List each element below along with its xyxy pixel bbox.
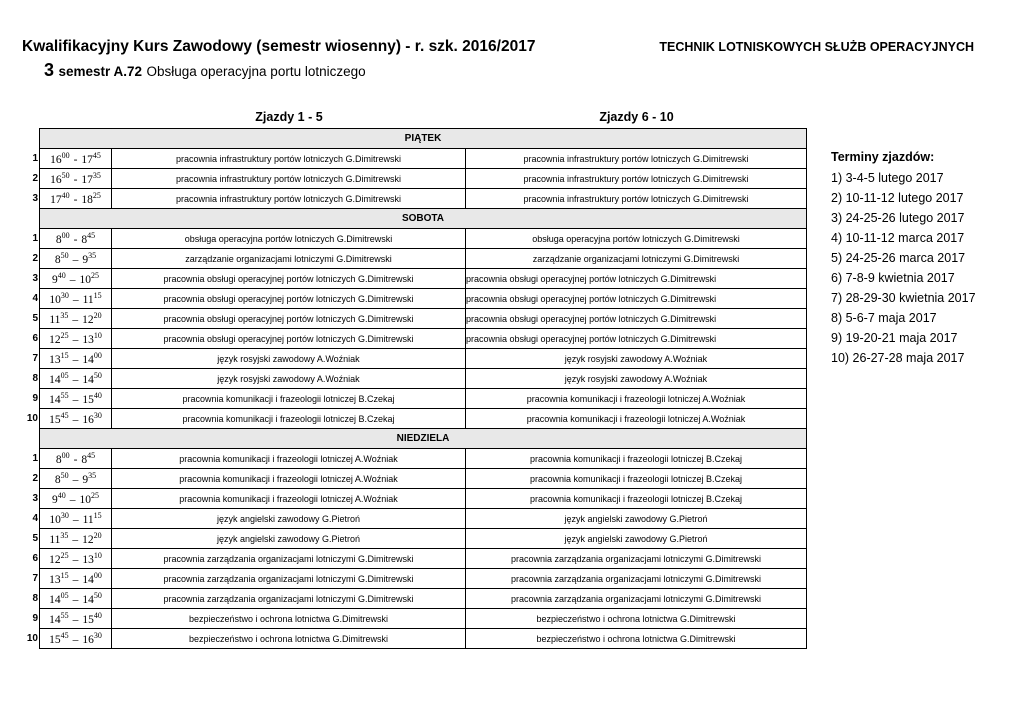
class-cell-left: pracownia infrastruktury portów lotniczych G.Dimitrewski xyxy=(112,169,466,189)
time-cell xyxy=(40,389,112,409)
time-m2: 25 xyxy=(91,491,99,501)
class-cell-right: język rosyjski zawodowy A.Woźniak xyxy=(466,369,807,389)
time-m2: 00 xyxy=(93,351,102,361)
term-item: 1) 3-4-5 lutego 2017 xyxy=(831,171,944,185)
table-row xyxy=(40,449,807,469)
time-sep: – xyxy=(72,413,79,426)
class-cell-left: bezpieczeństwo i ochrona lotnictwa G.Dimitrewski xyxy=(112,629,466,649)
time-h2: 10 xyxy=(79,273,91,286)
table-row xyxy=(40,269,807,289)
class-cell-right: pracownia komunikacji i frazeologii lotniczej B.Czekaj xyxy=(466,469,807,489)
time-m2: 35 xyxy=(88,471,97,481)
time-m2: 40 xyxy=(93,391,102,401)
class-cell-right: bezpieczeństwo i ochrona lotnictwa G.Dimitrewski xyxy=(466,609,807,629)
class-cell-left: pracownia komunikacji i frazeologii lotniczej B.Czekaj xyxy=(112,389,466,409)
row-number: 5 xyxy=(32,313,38,324)
time-h2: 13 xyxy=(82,553,94,566)
time-h1: 14 xyxy=(49,373,61,386)
semester-code: semestr A.72 xyxy=(58,64,143,79)
class-cell-right: pracownia zarządzania organizacjami lotniczymi G.Dimitrewski xyxy=(466,589,807,609)
time-sep: – xyxy=(72,473,79,486)
time-cell xyxy=(40,369,112,389)
time-h1: 14 xyxy=(49,393,61,406)
time-sep: – xyxy=(72,373,79,386)
class-cell-right: pracownia infrastruktury portów lotniczych G.Dimitrewski xyxy=(466,149,807,169)
time-m2: 20 xyxy=(93,531,102,541)
page-title: Kwalifikacyjny Kurs Zawodowy (semestr wiosenny) - r. szk. 2016/2017 xyxy=(22,38,536,55)
class-cell-left: język angielski zawodowy G.Pietroń xyxy=(112,509,466,529)
table-row xyxy=(40,369,807,389)
time-m2: 10 xyxy=(93,331,102,341)
time-m2: 35 xyxy=(88,251,97,261)
class-cell-left: język rosyjski zawodowy A.Woźniak xyxy=(112,349,466,369)
row-number: 6 xyxy=(32,553,38,564)
term-item: 8) 5-6-7 maja 2017 xyxy=(831,311,937,325)
semester-subtitle xyxy=(44,60,366,81)
row-number: 10 xyxy=(26,413,38,424)
time-sep: – xyxy=(72,633,79,646)
time-m1: 15 xyxy=(60,571,69,581)
table-row xyxy=(40,149,807,169)
time-m1: 50 xyxy=(61,171,70,181)
time-cell xyxy=(40,549,112,569)
class-cell-left: pracownia obsługi operacyjnej portów lotniczych G.Dimitrewski xyxy=(112,329,466,349)
class-cell-left: pracownia komunikacji i frazeologii lotniczej A.Woźniak xyxy=(112,449,466,469)
time-m1: 00 xyxy=(61,451,70,461)
time-h2: 13 xyxy=(82,333,94,346)
time-cell xyxy=(40,289,112,309)
time-h2: 14 xyxy=(82,373,94,386)
term-item: 3) 24-25-26 lutego 2017 xyxy=(831,211,965,225)
time-cell xyxy=(40,489,112,509)
column-header-left: Zjazdy 1 - 5 xyxy=(255,110,323,124)
class-cell-right: język angielski zawodowy G.Pietroń xyxy=(466,529,807,549)
time-sep: – xyxy=(72,293,79,306)
class-cell-left: pracownia komunikacji i frazeologii lotniczej B.Czekaj xyxy=(112,409,466,429)
class-cell-right: pracownia komunikacji i frazeologii lotniczej B.Czekaj xyxy=(466,489,807,509)
time-sep: – xyxy=(72,593,79,606)
time-h2: 14 xyxy=(82,573,94,586)
class-cell-left: pracownia infrastruktury portów lotniczych G.Dimitrewski xyxy=(112,149,466,169)
class-cell-right: pracownia komunikacji i frazeologii lotniczej A.Woźniak xyxy=(466,389,807,409)
time-sep: – xyxy=(72,573,79,586)
time-h2: 8 xyxy=(81,233,88,246)
time-h1: 12 xyxy=(49,333,61,346)
table-row xyxy=(40,329,807,349)
time-m2: 35 xyxy=(92,171,101,181)
table-row xyxy=(40,289,807,309)
class-cell-right: pracownia obsługi operacyjnej portów lotniczych G.Dimitrewski xyxy=(466,269,807,289)
class-cell-right: język rosyjski zawodowy A.Woźniak xyxy=(466,349,807,369)
time-m1: 40 xyxy=(57,491,66,501)
term-item: 4) 10-11-12 marca 2017 xyxy=(831,231,965,245)
time-h2: 8 xyxy=(81,453,88,466)
time-m2: 15 xyxy=(93,511,102,521)
row-number: 7 xyxy=(32,353,38,364)
semester-number: 3 xyxy=(44,60,55,80)
time-h2: 16 xyxy=(82,413,94,426)
class-cell-left: pracownia infrastruktury portów lotniczych G.Dimitrewski xyxy=(112,189,466,209)
term-item: 5) 24-25-26 marca 2017 xyxy=(831,251,966,265)
time-sep: – xyxy=(72,513,79,526)
time-sep: – xyxy=(72,533,79,546)
time-h1: 8 xyxy=(54,473,61,486)
time-h1: 16 xyxy=(50,173,62,186)
time-m2: 45 xyxy=(87,451,96,461)
time-h1: 8 xyxy=(54,253,61,266)
row-number: 1 xyxy=(32,453,38,464)
table-row xyxy=(40,589,807,609)
semester-description: Obsługa operacyjna portu lotniczego xyxy=(146,64,366,79)
class-cell-left: pracownia komunikacji i frazeologii lotniczej A.Woźniak xyxy=(112,489,466,509)
row-number: 2 xyxy=(32,473,38,484)
table-row xyxy=(40,509,807,529)
time-sep: – xyxy=(69,273,76,286)
table-row xyxy=(40,409,807,429)
time-h1: 15 xyxy=(49,633,61,646)
time-m2: 45 xyxy=(87,231,96,241)
day-header: PIĄTEK xyxy=(40,129,807,149)
class-cell-right: zarządzanie organizacjami lotniczymi G.Dimitrewski xyxy=(466,249,807,269)
time-sep: - xyxy=(73,153,78,166)
row-number: 4 xyxy=(32,513,38,524)
class-cell-right: pracownia infrastruktury portów lotniczych G.Dimitrewski xyxy=(466,189,807,209)
time-h2: 11 xyxy=(82,293,94,306)
time-cell xyxy=(40,249,112,269)
time-m2: 15 xyxy=(93,291,102,301)
row-number: 1 xyxy=(32,153,38,164)
time-h2: 14 xyxy=(82,353,94,366)
table-row xyxy=(40,629,807,649)
row-number: 1 xyxy=(32,233,38,244)
time-h1: 9 xyxy=(52,493,58,506)
table-row xyxy=(40,349,807,369)
time-h2: 12 xyxy=(82,313,94,326)
time-cell xyxy=(40,149,112,169)
time-m2: 20 xyxy=(93,311,102,321)
row-number: 8 xyxy=(32,593,38,604)
class-cell-right: pracownia obsługi operacyjnej portów lotniczych G.Dimitrewski xyxy=(466,289,807,309)
class-cell-right: pracownia obsługi operacyjnej portów lotniczych G.Dimitrewski xyxy=(466,329,807,349)
term-item: 7) 28-29-30 kwietnia 2017 xyxy=(831,291,976,305)
row-number: 7 xyxy=(32,573,38,584)
day-header: SOBOTA xyxy=(40,209,807,229)
time-m1: 55 xyxy=(60,611,69,621)
time-h2: 18 xyxy=(81,193,93,206)
time-m1: 50 xyxy=(60,251,69,261)
time-cell xyxy=(40,409,112,429)
time-sep: - xyxy=(73,233,78,246)
class-cell-right: pracownia komunikacji i frazeologii lotniczej A.Woźniak xyxy=(466,409,807,429)
class-cell-right: pracownia infrastruktury portów lotniczych G.Dimitrewski xyxy=(466,169,807,189)
time-cell xyxy=(40,189,112,209)
class-cell-left: obsługa operacyjna portów lotniczych G.Dimitrewski xyxy=(112,229,466,249)
class-cell-left: język rosyjski zawodowy A.Woźniak xyxy=(112,369,466,389)
time-h2: 15 xyxy=(82,613,94,626)
row-number: 3 xyxy=(32,273,38,284)
table-row xyxy=(40,549,807,569)
time-sep: – xyxy=(72,553,79,566)
time-sep: – xyxy=(72,253,79,266)
time-sep: – xyxy=(72,313,79,326)
program-title: TECHNIK LOTNISKOWYCH SŁUŻB OPERACYJNYCH xyxy=(659,40,974,54)
time-cell xyxy=(40,349,112,369)
time-sep: - xyxy=(73,173,78,186)
table-row xyxy=(40,609,807,629)
time-cell xyxy=(40,449,112,469)
time-m2: 25 xyxy=(92,191,101,201)
time-h1: 16 xyxy=(50,153,62,166)
class-cell-left: pracownia zarządzania organizacjami lotniczymi G.Dimitrewski xyxy=(112,569,466,589)
time-m1: 15 xyxy=(60,351,69,361)
time-cell xyxy=(40,329,112,349)
day-header-row xyxy=(40,209,807,229)
table-row xyxy=(40,309,807,329)
row-number: 8 xyxy=(32,373,38,384)
table-row xyxy=(40,529,807,549)
time-cell xyxy=(40,609,112,629)
time-m2: 25 xyxy=(91,271,99,281)
day-header: NIEDZIELA xyxy=(40,429,807,449)
time-m2: 30 xyxy=(93,631,102,641)
time-h1: 11 xyxy=(49,533,61,546)
class-cell-right: pracownia zarządzania organizacjami lotniczymi G.Dimitrewski xyxy=(466,549,807,569)
time-m1: 00 xyxy=(61,231,70,241)
time-h1: 11 xyxy=(49,313,61,326)
time-m2: 30 xyxy=(93,411,102,421)
time-h2: 9 xyxy=(82,473,89,486)
time-m2: 45 xyxy=(92,151,101,161)
time-h1: 17 xyxy=(50,193,62,206)
class-cell-right: bezpieczeństwo i ochrona lotnictwa G.Dimitrewski xyxy=(466,629,807,649)
time-cell xyxy=(40,509,112,529)
time-h1: 10 xyxy=(49,513,61,526)
class-cell-left: język angielski zawodowy G.Pietroń xyxy=(112,529,466,549)
time-m1: 25 xyxy=(60,331,69,341)
time-m1: 30 xyxy=(60,291,69,301)
time-m2: 10 xyxy=(93,551,102,561)
time-m1: 25 xyxy=(60,551,69,561)
class-cell-right: pracownia komunikacji i frazeologii lotniczej B.Czekaj xyxy=(466,449,807,469)
time-m1: 45 xyxy=(60,631,69,641)
time-h1: 14 xyxy=(49,613,61,626)
table-row xyxy=(40,569,807,589)
row-number: 3 xyxy=(32,193,38,204)
time-h2: 17 xyxy=(81,173,93,186)
day-header-row xyxy=(40,129,807,149)
time-cell xyxy=(40,269,112,289)
class-cell-right: pracownia obsługi operacyjnej portów lotniczych G.Dimitrewski xyxy=(466,309,807,329)
class-cell-left: bezpieczeństwo i ochrona lotnictwa G.Dimitrewski xyxy=(112,609,466,629)
time-m1: 35 xyxy=(60,311,69,321)
day-header-row xyxy=(40,429,807,449)
time-h1: 13 xyxy=(49,573,61,586)
time-h1: 9 xyxy=(52,273,58,286)
term-item: 2) 10-11-12 lutego 2017 xyxy=(831,191,964,205)
time-m1: 30 xyxy=(60,511,69,521)
time-cell xyxy=(40,229,112,249)
row-number: 9 xyxy=(32,613,38,624)
class-cell-right: pracownia zarządzania organizacjami lotniczymi G.Dimitrewski xyxy=(466,569,807,589)
table-row xyxy=(40,469,807,489)
term-item: 9) 19-20-21 maja 2017 xyxy=(831,331,958,345)
class-cell-right: język angielski zawodowy G.Pietroń xyxy=(466,509,807,529)
class-cell-left: pracownia obsługi operacyjnej portów lotniczych G.Dimitrewski xyxy=(112,309,466,329)
time-m1: 55 xyxy=(60,391,69,401)
row-number: 3 xyxy=(32,493,38,504)
table-row xyxy=(40,249,807,269)
time-h2: 16 xyxy=(82,633,94,646)
time-cell xyxy=(40,569,112,589)
time-h1: 10 xyxy=(49,293,61,306)
time-cell xyxy=(40,629,112,649)
time-h2: 14 xyxy=(82,593,94,606)
schedule-table xyxy=(39,128,807,649)
table-row xyxy=(40,229,807,249)
time-cell xyxy=(40,529,112,549)
row-number: 2 xyxy=(32,173,38,184)
class-cell-left: pracownia obsługi operacyjnej portów lotniczych G.Dimitrewski xyxy=(112,269,466,289)
row-number: 5 xyxy=(32,533,38,544)
time-m1: 40 xyxy=(57,271,66,281)
time-sep: – xyxy=(72,613,79,626)
row-number: 2 xyxy=(32,253,38,264)
time-m2: 40 xyxy=(93,611,102,621)
time-h2: 17 xyxy=(81,153,93,166)
time-sep: – xyxy=(72,393,79,406)
row-number: 9 xyxy=(32,393,38,404)
time-m1: 35 xyxy=(60,531,69,541)
time-cell xyxy=(40,589,112,609)
class-cell-left: zarządzanie organizacjami lotniczymi G.Dimitrewski xyxy=(112,249,466,269)
time-h2: 15 xyxy=(82,393,94,406)
term-item: 10) 26-27-28 maja 2017 xyxy=(831,351,965,365)
table-row xyxy=(40,169,807,189)
class-cell-right: obsługa operacyjna portów lotniczych G.Dimitrewski xyxy=(466,229,807,249)
table-row xyxy=(40,189,807,209)
class-cell-left: pracownia zarządzania organizacjami lotniczymi G.Dimitrewski xyxy=(112,589,466,609)
row-number: 10 xyxy=(26,633,38,644)
class-cell-left: pracownia komunikacji i frazeologii lotniczej A.Woźniak xyxy=(112,469,466,489)
term-item: 6) 7-8-9 kwietnia 2017 xyxy=(831,271,955,285)
time-cell xyxy=(40,169,112,189)
time-sep: - xyxy=(73,453,78,466)
class-cell-left: pracownia zarządzania organizacjami lotniczymi G.Dimitrewski xyxy=(112,549,466,569)
time-h1: 14 xyxy=(49,593,61,606)
time-m1: 50 xyxy=(60,471,69,481)
time-cell xyxy=(40,309,112,329)
time-m1: 00 xyxy=(61,151,70,161)
time-h2: 10 xyxy=(79,493,91,506)
time-h2: 9 xyxy=(82,253,89,266)
row-number: 4 xyxy=(32,293,38,304)
time-sep: – xyxy=(72,353,79,366)
time-m1: 45 xyxy=(60,411,69,421)
class-cell-left: pracownia obsługi operacyjnej portów lotniczych G.Dimitrewski xyxy=(112,289,466,309)
time-sep: - xyxy=(73,193,78,206)
time-sep: – xyxy=(72,333,79,346)
time-m2: 00 xyxy=(93,571,102,581)
column-header-right: Zjazdy 6 - 10 xyxy=(599,110,674,124)
time-sep: – xyxy=(69,493,76,506)
terms-list xyxy=(831,150,976,368)
time-h2: 11 xyxy=(82,513,94,526)
time-m2: 50 xyxy=(93,591,102,601)
table-row xyxy=(40,489,807,509)
time-h1: 13 xyxy=(49,353,61,366)
time-m1: 40 xyxy=(61,191,70,201)
time-h1: 12 xyxy=(49,553,61,566)
time-m1: 05 xyxy=(60,371,69,381)
terms-header: Terminy zjazdów: xyxy=(831,150,935,164)
time-h1: 8 xyxy=(55,233,62,246)
time-m2: 50 xyxy=(93,371,102,381)
time-cell xyxy=(40,469,112,489)
time-h2: 12 xyxy=(82,533,94,546)
time-h1: 15 xyxy=(49,413,61,426)
time-h1: 8 xyxy=(55,453,62,466)
table-row xyxy=(40,389,807,409)
row-number: 6 xyxy=(32,333,38,344)
time-m1: 05 xyxy=(60,591,69,601)
